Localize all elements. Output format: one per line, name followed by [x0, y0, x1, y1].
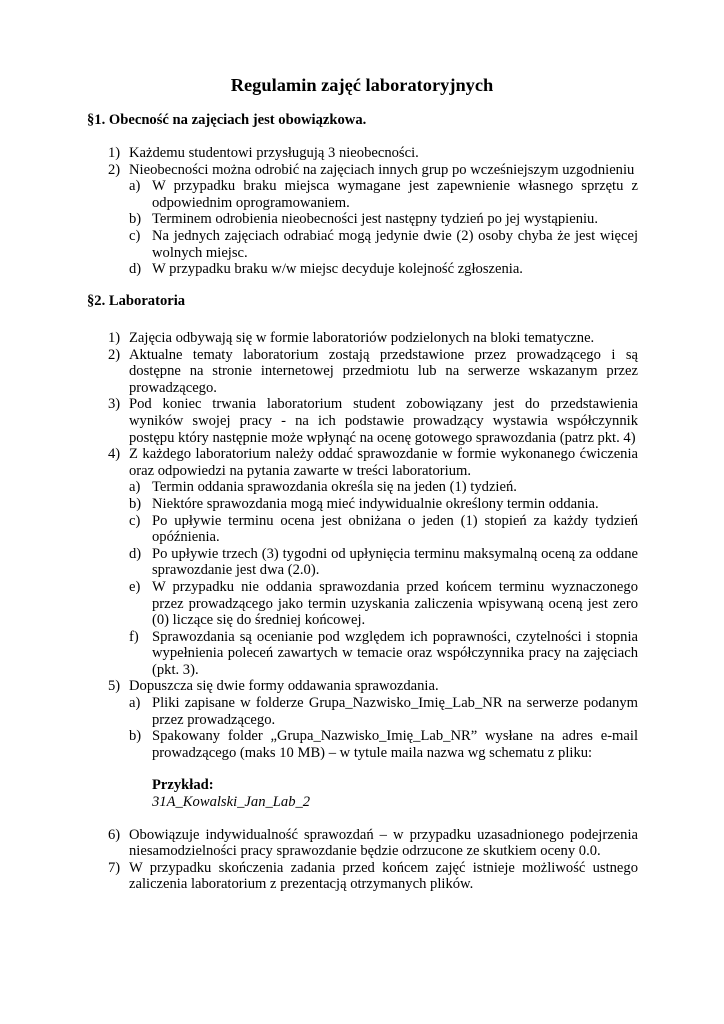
item-text: Dopuszcza się dwie formy oddawania sprawozdania.: [129, 678, 439, 695]
item-number: 5): [108, 678, 121, 695]
sub-item-text: W przypadku braku w/w miejsc decyduje kolejność zgłoszenia.: [152, 261, 523, 278]
list-item: [0, 827, 638, 860]
sub-list: [129, 695, 638, 761]
item-text: Pod koniec trwania laboratorium student zobowiązany jest do przedstawienia wyników swojej pracy - na ich podstawie prowadzący wystawia współczynnik postępu który następnie może wpłynąć na ocenę gotowego sprawozdania (patrz pkt. 4): [129, 396, 638, 446]
sub-list-item: [129, 513, 638, 546]
sub-item-letter: a): [129, 479, 141, 496]
sub-item-text: Pliki zapisane w folderze Grupa_Nazwisko_Imię_Lab_NR na serwerze podanym przez prowadzącego.: [152, 695, 638, 728]
list-item: [0, 162, 638, 278]
sub-item-letter: b): [129, 211, 142, 228]
sub-list-item: [129, 695, 638, 728]
item-number: 1): [108, 145, 121, 161]
item-number: 4): [108, 446, 121, 463]
sub-list: [129, 178, 638, 278]
list-item: [0, 145, 638, 162]
sub-item-text: W przypadku nie oddania sprawozdania przed końcem terminu wyznaczonego przez prowadzącego jako termin uzyskania zaliczenia wpisywaną oceną jest zero (0) liczące się do średniej końcowej.: [152, 578, 638, 629]
sub-list-item: [129, 728, 638, 761]
section-2-list: [0, 330, 724, 893]
sub-list-item: [129, 579, 638, 629]
sub-list-item: [129, 178, 638, 211]
sub-list-item: [129, 261, 638, 278]
list-item: [0, 446, 638, 678]
sub-item-letter: e): [129, 578, 141, 595]
list-item: [0, 330, 638, 347]
item-text: Z każdego laboratorium należy oddać sprawozdanie w formie wykonanego ćwiczenia oraz odpowiedzi na pytania zawarte w treści laboratorium.: [129, 446, 638, 479]
item-text: Zajęcia odbywają się w formie laboratoriów podzielonych na bloki tematyczne.: [129, 330, 595, 346]
item-text: Aktualne tematy laboratorium zostają przedstawione przez prowadzącego i są dostępne na stronie internetowej przedmiotu lub na serwerze wskazanym przez prowadzącego.: [129, 346, 638, 396]
item-text: Nieobecności można odrobić na zajęciach innych grup po wcześniejszym uzgodnieniu: [129, 161, 635, 178]
sub-item-letter: a): [129, 695, 141, 712]
item-text: Każdemu studentowi przysługują 3 nieobecności.: [129, 145, 419, 161]
sub-item-text: Termin oddania sprawozdania określa się na jeden (1) tydzień.: [152, 479, 517, 496]
sub-item-letter: a): [129, 178, 141, 195]
sub-list-item: [129, 479, 638, 496]
sub-item-text: W przypadku braku miejsca wymagane jest zapewnienie własnego sprzętu z odpowiednim oprogramowaniem.: [152, 178, 638, 211]
item-number: 3): [108, 396, 121, 413]
sub-item-letter: b): [129, 728, 142, 745]
sub-item-text: Sprawozdania są ocenianie pod względem ich poprawności, czytelności i stopnia wypełnienia poleceń zawartych w temacie oraz współczynnika pracy na zajęciach (pkt. 3).: [152, 628, 638, 678]
item-number: 7): [108, 859, 121, 876]
example-block: [129, 777, 638, 810]
list-item: [0, 396, 638, 446]
list-item: [0, 347, 638, 397]
item-text: W przypadku skończenia zadania przed końcem zajęć istnieje możliwość ustnego zaliczenia laboratorium z prezentacją otrzymanych plików.: [129, 859, 638, 893]
sub-item-text: Spakowany folder „Grupa_Nazwisko_Imię_Lab_NR” wysłane na adres e-mail prowadzącego (maks 10 MB) – w tytule maila nazwa wg schematu z pliku:: [152, 728, 638, 761]
item-text: Obowiązuje indywidualność sprawozdań – w przypadku uzasadnionego podejrzenia niesamodzielności pracy sprawozdanie będzie odrzucone ze skutkiem oceny 0.0.: [129, 826, 638, 860]
sub-item-text: Na jednych zajęciach odrabiać mogą jedynie dwie (2) osoby chyba że jest więcej wolnych miejsc.: [152, 227, 638, 261]
sub-list-item: [129, 228, 638, 261]
list-item: [0, 678, 638, 810]
sub-item-letter: b): [129, 495, 142, 512]
sub-list: [129, 479, 638, 678]
sub-item-text: Po upływie trzech (3) tygodni od upłynięcia terminu maksymalną oceną za oddane sprawozdanie jest dwa (2.0).: [152, 545, 638, 579]
list-item: [0, 860, 638, 893]
sub-item-text: Niektóre sprawozdania mogą mieć indywidualnie określony termin oddania.: [152, 495, 599, 512]
sub-item-letter: c): [129, 512, 141, 529]
item-number: 6): [108, 826, 121, 843]
sub-item-letter: c): [129, 227, 141, 244]
sub-list-item: [129, 546, 638, 579]
example-label: Przykład:: [152, 777, 214, 794]
section-1-list: [0, 145, 724, 278]
sub-item-text: Po upływie terminu ocena jest obniżana o jeden (1) stopień za każdy tydzień opóźnienia.: [152, 512, 638, 546]
section-2-heading: §2. Laboratoria: [87, 293, 186, 309]
sub-list-item: [129, 496, 638, 513]
sub-item-letter: f): [129, 628, 139, 645]
item-number: 2): [108, 346, 121, 363]
sub-item-letter: d): [129, 545, 142, 562]
example-filename: 31A_Kowalski_Jan_Lab_2: [152, 794, 311, 811]
item-number: 2): [108, 161, 121, 178]
sub-item-letter: d): [129, 261, 142, 278]
sub-list-item: [129, 629, 638, 679]
section-1-heading: §1. Obecność na zajęciach jest obowiązkowa.: [87, 112, 367, 128]
sub-list-item: [129, 211, 638, 228]
sub-item-text: Terminem odrobienia nieobecności jest następny tydzień po jej wystąpieniu.: [152, 211, 598, 228]
item-number: 1): [108, 330, 121, 346]
document-title: Regulamin zajęć laboratoryjnych: [230, 75, 494, 95]
